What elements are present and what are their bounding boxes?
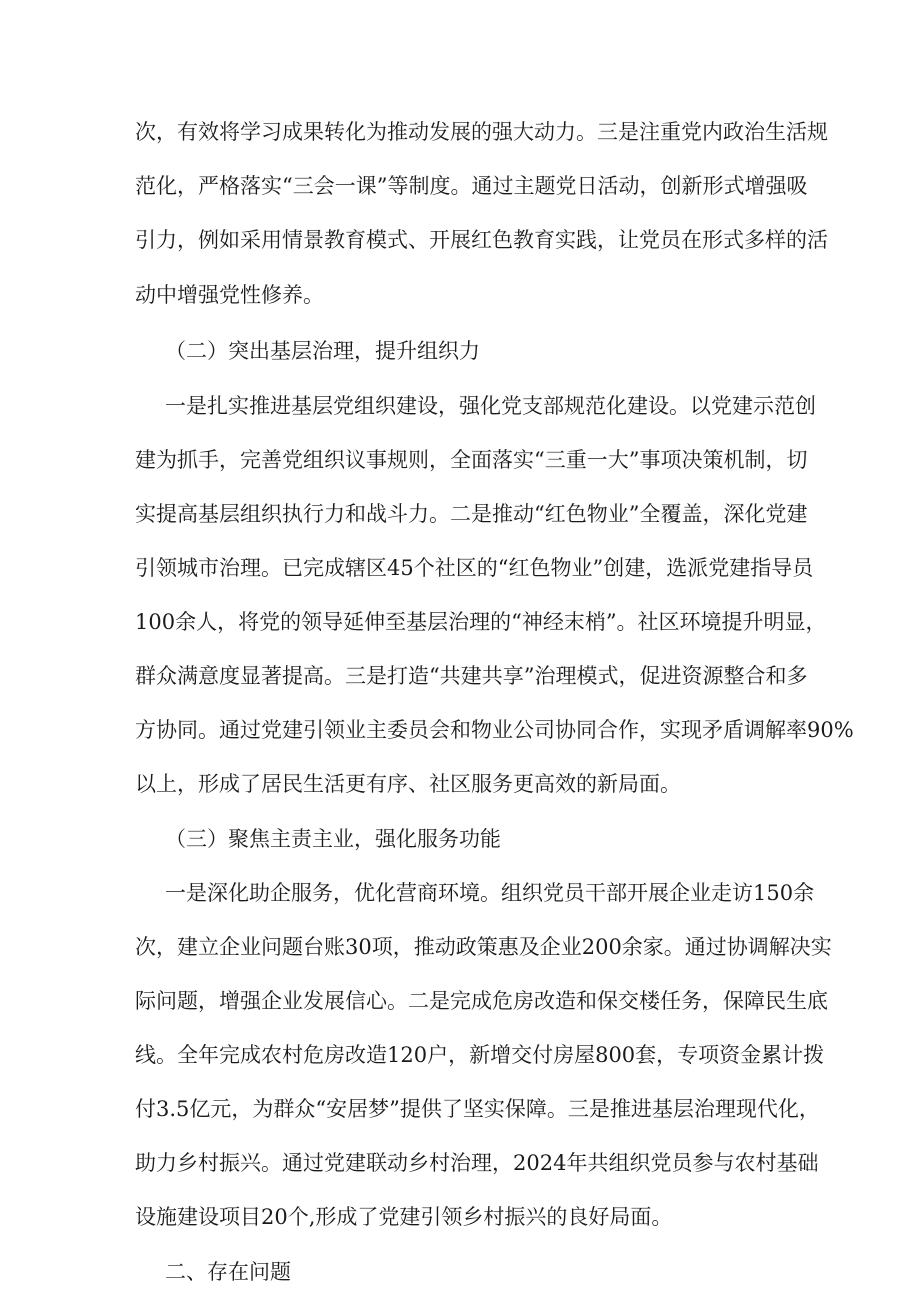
paragraph-line: 引力，例如采用情景教育模式、开展红色教育实践，让党员在形式多样的活 <box>135 228 828 252</box>
paragraph-line: 付3.5亿元，为群众“安居梦”提供了坚实保障。三是推进基层治理现代化， <box>135 1097 820 1121</box>
paragraph-line: 100余人，将党的领导延伸至基层治理的“神经末梢”。社区环境提升明显， <box>135 610 827 634</box>
subsection-heading: （三）聚焦主责主业，强化服务功能 <box>165 827 501 851</box>
paragraph-line: 际问题，增强企业发展信心。二是完成危房改造和保交楼任务，保障民生底 <box>135 989 828 1013</box>
paragraph-line: 动中增强党性修养。 <box>135 283 324 307</box>
paragraph-line: 线。全年完成农村危房改造120户，新增交付房屋800套，专项资金累计拨 <box>135 1043 825 1067</box>
paragraph-line: 助力乡村振兴。通过党建联动乡村治理，2024年共组织党员参与农村基础 <box>135 1151 819 1175</box>
paragraph-line: 建为抓手，完善党组织议事规则，全面落实“三重一大”事项决策机制，切 <box>135 448 808 472</box>
paragraph-line: 以上，形成了居民生活更有序、社区服务更高效的新局面。 <box>135 772 681 796</box>
paragraph-line: 范化，严格落实“三会一课”等制度。通过主题党日活动，创新形式增强吸 <box>135 174 808 198</box>
paragraph-line: 次，建立企业问题台账30项，推动政策惠及企业200余家。通过协调解决实 <box>135 935 832 959</box>
paragraph-line: 群众满意度显著提高。三是打造“共建共享”治理模式，促进资源整合和多 <box>135 664 808 688</box>
section-heading: 二、存在问题 <box>165 1260 291 1284</box>
paragraph-line: 方协同。通过党建引领业主委员会和物业公司协同合作，实现矛盾调解率90% <box>135 718 854 742</box>
paragraph-line: 引领城市治理。已完成辖区45个社区的“红色物业”创建，选派党建指导员 <box>135 556 814 580</box>
paragraph-line: 设施建设项目20个,形成了党建引领乡村振兴的良好局面。 <box>135 1205 673 1229</box>
paragraph-line: 一是深化助企服务，优化营商环境。组织党员干部开展企业走访150余 <box>165 881 815 905</box>
paragraph-line: 次，有效将学习成果转化为推动发展的强大动力。三是注重党内政治生活规 <box>135 120 828 144</box>
paragraph-line: 一是扎实推进基层党组织建设，强化党支部规范化建设。以党建示范创 <box>165 394 816 418</box>
subsection-heading: （二）突出基层治理，提升组织力 <box>165 339 480 363</box>
paragraph-line: 实提高基层组织执行力和战斗力。二是推动“红色物业”全覆盖，深化党建 <box>135 502 808 526</box>
